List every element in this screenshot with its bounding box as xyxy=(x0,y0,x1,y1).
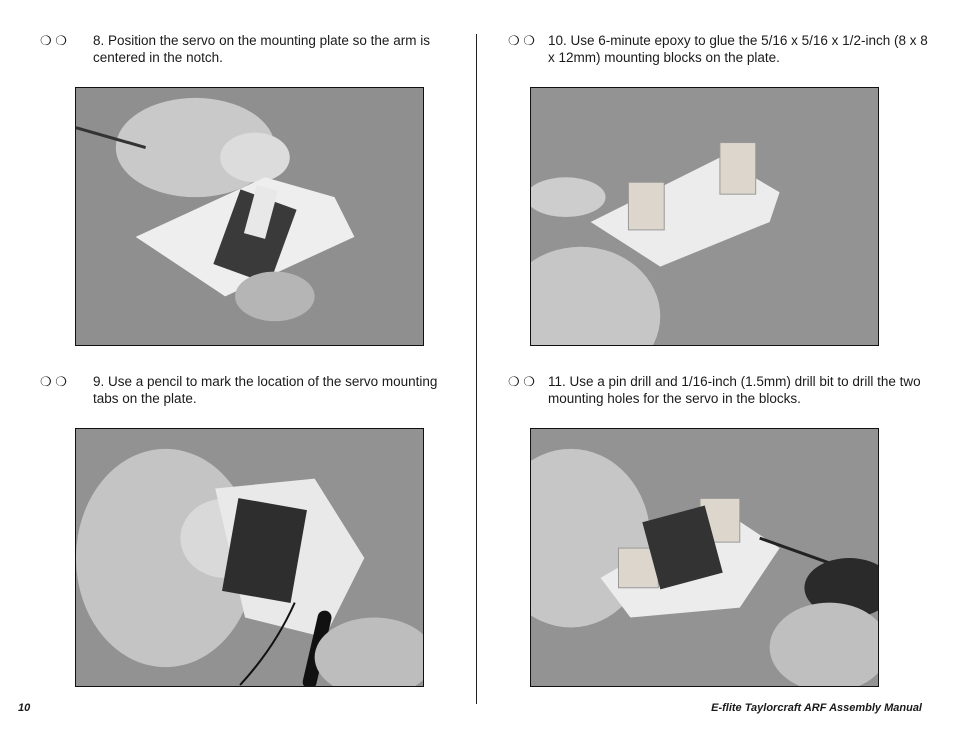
step-10-checkboxes[interactable]: ❍ ❍ xyxy=(508,33,535,48)
step-10-text: 10. Use 6-minute epoxy to glue the 5/16 x 5/16 x 1/2-inch (8 x 8 x 12mm) mounting blocks on the plate. xyxy=(548,33,928,65)
step-8-photo xyxy=(75,87,424,346)
step-8-checkboxes[interactable]: ❍ ❍ xyxy=(40,33,67,48)
step-9-text: 9. Use a pencil to mark the location of the servo mounting tabs on the plate. xyxy=(93,374,438,406)
step-8-text: 8. Position the servo on the mounting plate so the arm is centered in the notch. xyxy=(93,33,430,65)
manual-title: E-flite Taylorcraft ARF Assembly Manual xyxy=(711,702,922,714)
column-divider xyxy=(476,34,477,704)
step-9-checkboxes[interactable]: ❍ ❍ xyxy=(40,374,67,389)
step-10-instruction xyxy=(508,32,928,66)
page-number: 10 xyxy=(18,702,31,714)
step-10-photo xyxy=(530,87,879,346)
step-8-instruction xyxy=(40,32,460,66)
step-9-photo xyxy=(75,428,424,687)
step-9-instruction xyxy=(40,373,460,407)
step-11-instruction xyxy=(508,373,928,407)
step-11-text: 11. Use a pin drill and 1/16-inch (1.5mm) drill bit to drill the two mounting holes for the servo in the blocks. xyxy=(548,374,921,406)
step-11-checkboxes[interactable]: ❍ ❍ xyxy=(508,374,535,389)
step-11-photo xyxy=(530,428,879,687)
